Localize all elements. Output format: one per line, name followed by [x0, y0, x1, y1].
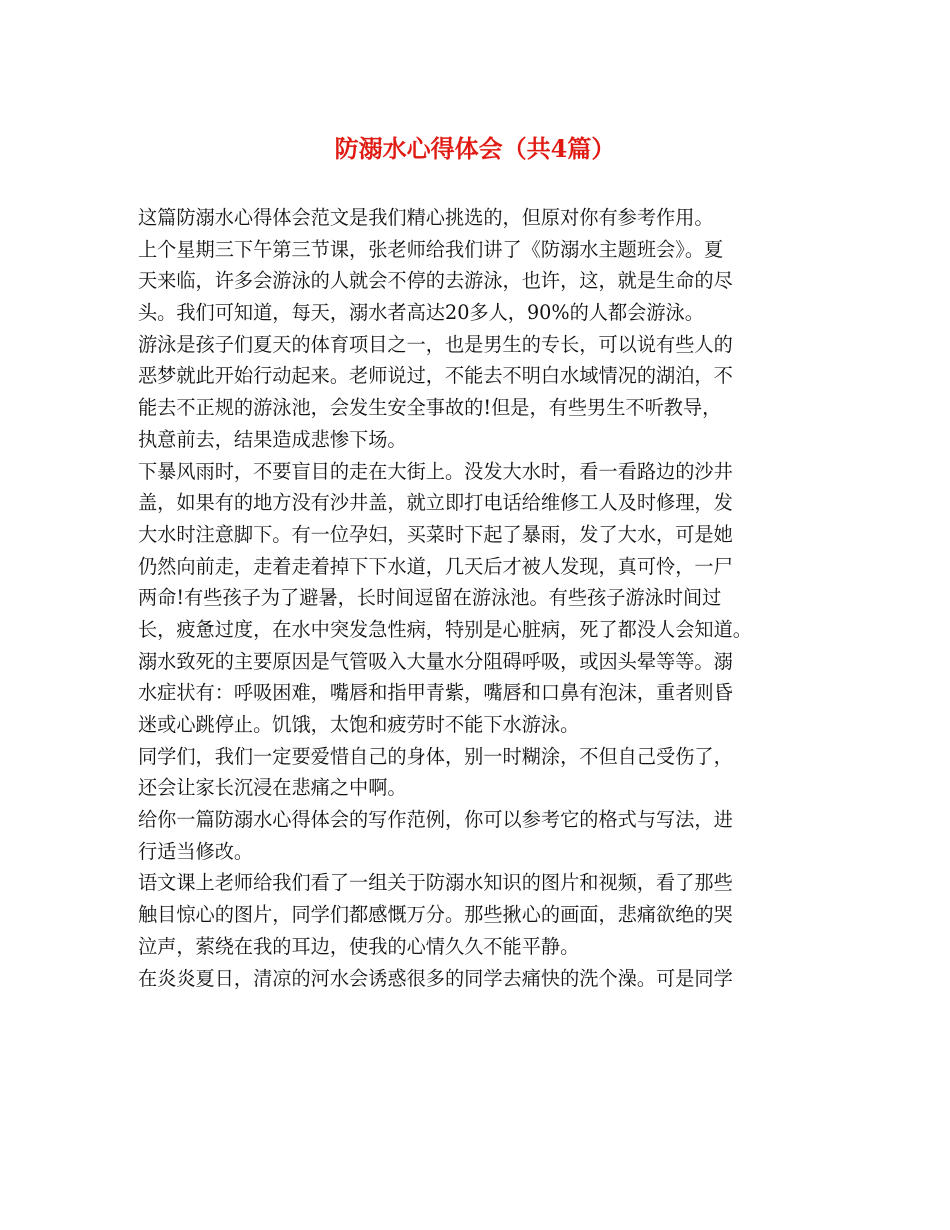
- body-line: 溺水致死的主要原因是气管吸入大量水分阻碍呼吸，或因头晕等等。溺: [138, 649, 733, 673]
- body-line: 水症状有：呼吸困难，嘴唇和指甲青紫，嘴唇和口鼻有泡沫，重者则昏: [138, 681, 733, 705]
- body-line: 天来临，许多会游泳的人就会不停的去游泳，也许，这，就是生命的尽: [138, 269, 733, 293]
- body-line: 触目惊心的图片，同学们都感慨万分。那些揪心的画面，悲痛欲绝的哭: [138, 903, 733, 927]
- body-line: 给你一篇防溺水心得体会的写作范例，你可以参考它的格式与写法，进: [138, 808, 733, 832]
- body-line: 大水时注意脚下。有一位孕妇，买菜时下起了暴雨，发了大水，可是她: [138, 522, 733, 546]
- document-body: [138, 202, 822, 994]
- body-line: 在炎炎夏日，清凉的河水会诱惑很多的同学去痛快的洗个澡。可是同学: [138, 966, 733, 990]
- body-line: 下暴风雨时，不要盲目的走在大街上。没发大水时，看一看路边的沙井: [138, 459, 733, 483]
- body-line: 盖，如果有的地方没有沙井盖，就立即打电话给维修工人及时修理，发: [138, 491, 733, 515]
- body-line: 迷或心跳停止。饥饿，太饱和疲劳时不能下水游泳。: [138, 713, 580, 736]
- body-line: 这篇防溺水心得体会范文是我们精心挑选的，但原对你有参考作用。: [138, 206, 714, 229]
- body-line: 两命!有些孩子为了避暑，长时间逗留在游泳池。有些孩子游泳时间过: [138, 586, 722, 610]
- body-line: 仍然向前走，走着走着掉下下水道，几天后才被人发现，真可怜，一尸: [138, 554, 733, 578]
- document-title: 防溺水心得体会（共4篇）: [334, 134, 616, 163]
- body-line: 语文课上老师给我们看了一组关于防溺水知识的图片和视频，看了那些: [138, 871, 733, 895]
- body-line: 恶梦就此开始行动起来。老师说过，不能去不明白水域情况的湖泊，不: [138, 364, 733, 388]
- body-line: 泣声，萦绕在我的耳边，使我的心情久久不能平静。: [138, 934, 580, 958]
- body-line: 上个星期三下午第三节课，张老师给我们讲了《防溺水主题班会》。夏: [138, 237, 724, 261]
- body-line: 头。我们可知道，每天，溺水者高达20多人，90%的人都会游泳。: [138, 301, 704, 325]
- body-line: 长，疲惫过度，在水中突发急性病，特别是心脏病，死了都没人会知道。: [138, 617, 752, 641]
- body-line: 还会让家长沉浸在悲痛之中啊。: [138, 776, 407, 800]
- body-line: 行适当修改。: [138, 839, 254, 863]
- body-line: 游泳是孩子们夏天的体育项目之一，也是男生的专长，可以说有些人的: [138, 332, 733, 356]
- body-line: 执意前去，结果造成悲惨下场。: [138, 427, 407, 451]
- body-line: 同学们，我们一定要爱惜自己的身体，别一时糊涂，不但自己受伤了，: [138, 744, 733, 768]
- body-line: 能去不正规的游泳池，会发生安全事故的!但是，有些男生不听教导，: [138, 396, 722, 420]
